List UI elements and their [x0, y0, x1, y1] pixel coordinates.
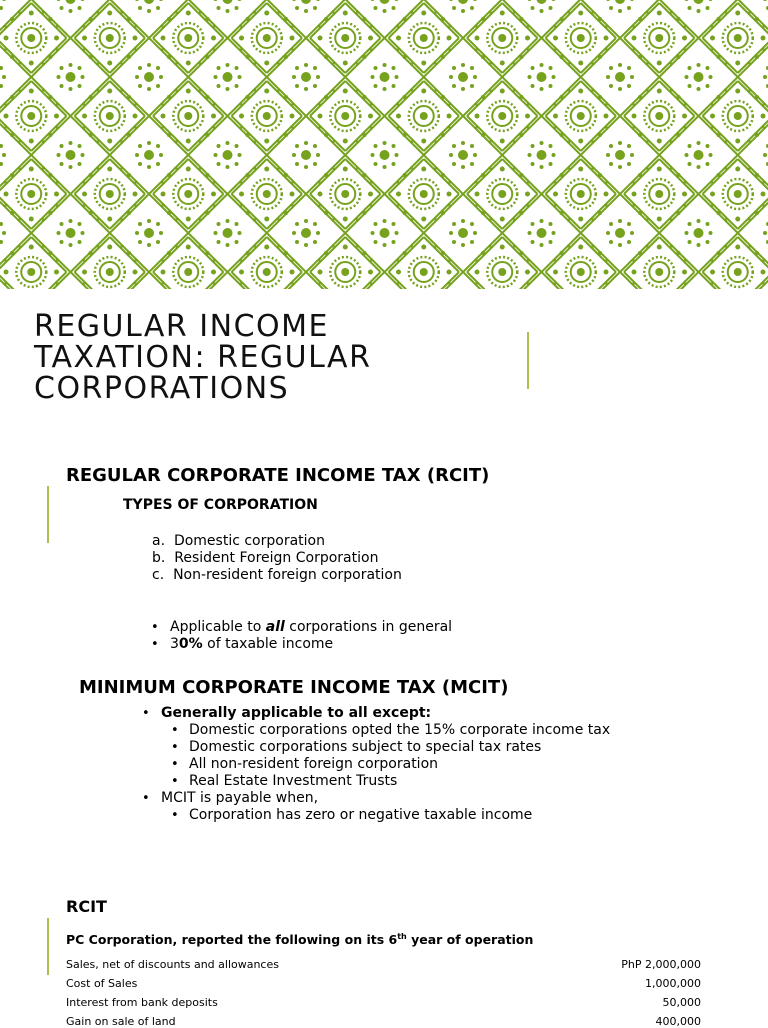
example-heading: RCIT — [66, 897, 107, 916]
bullet-icon: • — [171, 757, 179, 772]
list-item: All non-resident foreign corporation — [189, 756, 439, 772]
bullet-icon: • — [171, 808, 179, 823]
mcit-heading: MINIMUM CORPORATE INCOME TAX (MCIT) — [79, 677, 509, 698]
list-item: Corporation has zero or negative taxable income — [189, 807, 533, 823]
table-row-value: PhP 2,000,000 — [621, 958, 701, 971]
table-row-label: Sales, net of discounts and allowances — [66, 958, 279, 971]
rcit-heading: REGULAR CORPORATE INCOME TAX (RCIT) — [66, 465, 490, 486]
list-item: Domestic corporations subject to special tax rates — [189, 739, 542, 755]
table-row-value: 400,000 — [655, 1015, 701, 1028]
bullet-icon: • — [151, 637, 159, 652]
page-title: REGULAR INCOME TAXATION: REGULAR CORPORATIONS — [34, 309, 372, 406]
bullet-icon: • — [142, 706, 150, 721]
rcit-applicability-text: Applicable to all corporations in general — [170, 619, 453, 635]
list-item: c. Non-resident foreign corporation — [152, 567, 402, 583]
table-row-label: Cost of Sales — [66, 977, 138, 990]
list-item: Real Estate Investment Trusts — [189, 773, 398, 789]
bullet-icon: • — [142, 791, 150, 806]
list-item: Domestic corporations opted the 15% corporate income tax — [189, 722, 611, 738]
pattern-graphic — [0, 0, 768, 289]
table-row-label: Gain on sale of land — [66, 1015, 176, 1028]
table-row-value: 1,000,000 — [645, 977, 701, 990]
bullet-icon: • — [171, 740, 179, 755]
decorative-pattern-banner — [0, 0, 768, 289]
mcit-exceptions-heading: Generally applicable to all except: — [161, 705, 432, 721]
table-row-label: Interest from bank deposits — [66, 996, 218, 1009]
list-item: a. Domestic corporation — [152, 533, 325, 549]
rcit-rate-text: 30% of taxable income — [170, 636, 334, 652]
bullet-icon: • — [171, 723, 179, 738]
example-intro: PC Corporation, reported the following on its 6th year of operation — [66, 932, 534, 948]
bullet-icon: • — [171, 774, 179, 789]
table-row-value: 50,000 — [662, 996, 701, 1009]
title-accent-rule — [527, 332, 529, 389]
section-accent-line — [47, 918, 49, 975]
bullet-icon: • — [151, 620, 159, 635]
section-accent-line — [47, 486, 49, 543]
list-item: b. Resident Foreign Corporation — [152, 550, 379, 566]
mcit-payable-heading: MCIT is payable when, — [161, 790, 319, 806]
types-subheading: TYPES OF CORPORATION — [123, 497, 318, 513]
